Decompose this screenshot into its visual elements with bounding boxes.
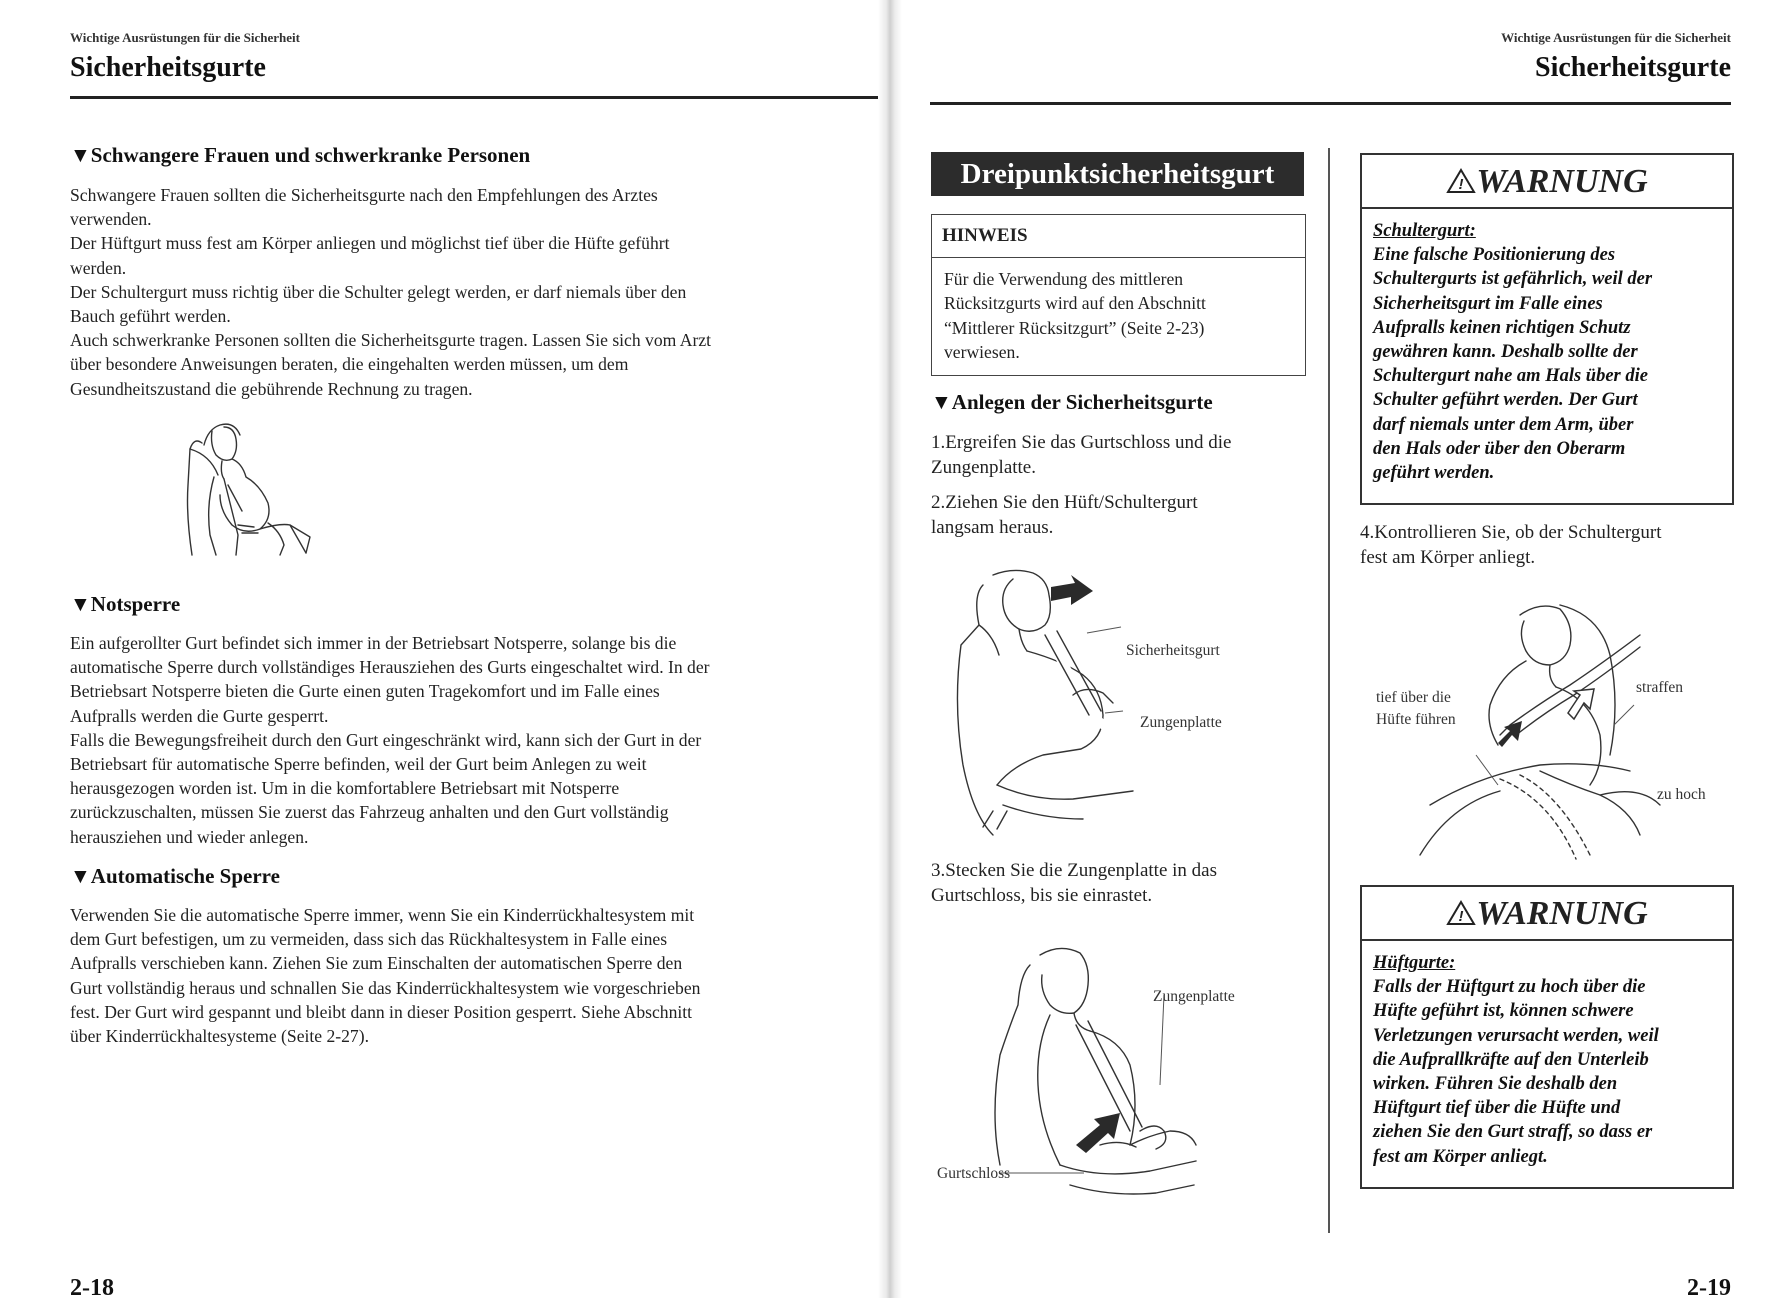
section-heading-auto-lock: ▼Automatische Sperre	[70, 864, 280, 888]
running-head: Wichtige Ausrüstungen für die Sicherheit	[1501, 30, 1731, 45]
step-text: Stecken Sie die Zungenplatte in das	[945, 860, 1217, 881]
right-page	[885, 0, 1771, 1301]
pregnant-woman-illustration	[180, 415, 330, 565]
warning-subtitle: Schultergurt:	[1373, 221, 1476, 241]
text-line: ziehen Sie den Gurt straff, so dass er	[1373, 1122, 1653, 1143]
section-banner: Dreipunktsicherheitsgurt	[931, 152, 1304, 196]
warning-body	[1362, 209, 1732, 497]
hinweis-text	[932, 258, 1305, 374]
text-line: Falls die Bewegungsfreiheit durch den Gurt eingeschränkt wird, kann sich der Gurt in der	[70, 729, 702, 750]
text-line: Gurt vollständig heraus und schnallen Sie das Kinderrückhaltesystem wie vorgeschrieben	[70, 977, 701, 998]
text-line: automatische Sperre durch vollständiges Herausziehen des Gurts eingeschaltet wird. In der	[70, 657, 710, 678]
step-text: Ziehen Sie den Hüft/Schultergurt	[945, 492, 1198, 513]
step-number: 1.	[931, 432, 946, 453]
text-line: die Aufprallkräfte auf den Unterleib	[1373, 1049, 1649, 1070]
text-line: Falls der Hüftgurt zu hoch über die	[1373, 977, 1646, 998]
step-number: 3.	[931, 860, 946, 881]
title-rule	[930, 102, 1731, 105]
warning-header	[1362, 155, 1732, 209]
text-line: geführt werden.	[1373, 463, 1495, 484]
text-line: Sicherheitsgurt im Falle eines	[1373, 293, 1603, 314]
label-tongue-plate: Zungenplatte	[1140, 714, 1222, 731]
text-line: Bauch geführt werden.	[70, 306, 231, 327]
text-line: Auch schwerkranke Personen sollten die Sicherheitsgurte tragen. Lassen Sie sich vom Arzt	[70, 330, 712, 351]
step-number: 4.	[1360, 522, 1375, 543]
label-low-hip-1: tief über die	[1376, 689, 1451, 706]
page-title: Sicherheitsgurte	[1535, 52, 1731, 83]
text-line: werden.	[70, 257, 127, 278]
text-line: Der Hüftgurt muss fest am Körper anliegen und möglichst tief über die Hüfte geführt	[70, 233, 670, 254]
warning-body	[1362, 941, 1732, 1181]
text-line: dem Gurt befestigen, um zu vermeiden, dass sich das Rückhaltesystem in Falle eines	[70, 929, 668, 950]
text-line: Verwenden Sie die automatische Sperre immer, wenn Sie ein Kinderrückhaltesystem mit	[70, 905, 695, 925]
text-line: herausziehen und wieder anlegen.	[70, 826, 309, 847]
text-line: Für die Verwendung des mittleren	[944, 269, 1184, 289]
column-divider	[1328, 148, 1330, 1233]
text-line: Gesundheitszustand die gebührende Rechnung zu tragen.	[70, 378, 473, 399]
step-text: Zungenplatte.	[931, 457, 1036, 478]
running-head: Wichtige Ausrüstungen für die Sicherheit	[70, 30, 300, 45]
label-tongue-plate-2: Zungenplatte	[1153, 988, 1235, 1005]
warning-header	[1362, 887, 1732, 941]
text-line: über Kinderrückhaltesysteme (Seite 2-27).	[70, 1026, 369, 1047]
text-line: Betriebsart Notsperre bieten die Gurte einen guten Tragekomfort und im Falle eines	[70, 681, 660, 702]
text-line: Schultergurt nahe am Hals über die	[1373, 366, 1648, 387]
text-line: Verletzungen verursacht werden, weil	[1373, 1025, 1659, 1046]
text-line: Hüfte geführt ist, können schwere	[1373, 1001, 1634, 1022]
page-number: 2-18	[70, 1275, 114, 1301]
pull-belt-illustration	[953, 565, 1143, 840]
text-line: verwiesen.	[944, 342, 1020, 363]
step-text: Kontrollieren Sie, ob der Schultergurt	[1374, 522, 1662, 543]
text-line: Aufpralls keinen richtigen Schutz	[1373, 317, 1631, 338]
check-belt-illustration	[1390, 595, 1690, 865]
text-line: Eine falsche Positionierung des	[1373, 245, 1616, 266]
text-line: den Hals oder über den Oberarm	[1373, 438, 1626, 459]
text-line: Hüftgurt tief über die Hüfte und	[1373, 1098, 1621, 1119]
section-body-emergency-lock	[70, 631, 880, 849]
label-belt: Sicherheitsgurt	[1126, 642, 1220, 659]
warning-shoulder-belt	[1360, 153, 1734, 505]
section-body-auto-lock	[70, 903, 880, 1048]
svg-text:!: !	[1458, 176, 1464, 193]
text-line: gewähren kann. Deshalb sollte der	[1373, 342, 1638, 363]
left-page	[0, 0, 885, 1301]
text-line: wirken. Führen Sie deshalb den	[1373, 1074, 1618, 1095]
text-line: verwenden.	[70, 209, 152, 230]
text-line: herausgezogen worden ist. Um in die komfortablere Betriebsart mit Notsperre	[70, 778, 620, 799]
warning-triangle-icon	[1446, 168, 1476, 194]
page-title: Sicherheitsgurte	[70, 52, 266, 83]
insert-tongue-illustration	[980, 935, 1200, 1205]
text-line: Schultergurts ist gefährlich, weil der	[1373, 269, 1653, 290]
text-line: Ein aufgerollter Gurt befindet sich immer in der Betriebsart Notsperre, solange bis die	[70, 633, 677, 653]
section-heading-emergency-lock: ▼Notsperre	[70, 592, 181, 616]
label-buckle: Gurtschloss	[937, 1165, 1011, 1182]
text-line: fest. Der Gurt wird gespannt und bleibt dann in dieser Position gesperrt. Siehe Abschnitt	[70, 1001, 693, 1022]
text-line: darf niemals unter dem Arm, über	[1373, 414, 1634, 435]
title-rule	[70, 96, 878, 99]
text-line: “Mittlerer Rücksitzgurt” (Seite 2-23)	[944, 317, 1205, 338]
text-line: Rücksitzgurts wird auf den Abschnitt	[944, 293, 1206, 314]
page-number: 2-19	[1687, 1275, 1731, 1301]
text-line: Schwangere Frauen sollten die Sicherheitsgurte nach den Empfehlungen des Arztes	[70, 185, 658, 205]
step-text: Gurtschloss, bis sie einrastet.	[931, 885, 1153, 906]
step-number: 2.	[931, 492, 946, 513]
hinweis-heading: HINWEIS	[932, 215, 1305, 258]
hinweis-box	[931, 214, 1306, 376]
step-text: Ergreifen Sie das Gurtschloss und die	[945, 432, 1232, 453]
warning-title: WARNUNG	[1476, 895, 1648, 932]
text-line: über besondere Anweisungen beraten, die eingehalten werden müssen, um dem	[70, 354, 629, 375]
text-line: Der Schultergurt muss richtig über die Schulter gelegt werden, er darf niemals über den	[70, 281, 687, 302]
warning-triangle-icon	[1446, 900, 1476, 926]
label-low-hip-2: Hüfte führen	[1376, 711, 1456, 728]
section-heading-pregnant: ▼Schwangere Frauen und schwerkranke Personen	[70, 143, 531, 167]
text-line: fest am Körper anliegt.	[1373, 1146, 1548, 1167]
text-line: Aufpralls werden die Gurte gesperrt.	[70, 705, 329, 726]
warning-lap-belt	[1360, 885, 1734, 1189]
step-4	[1360, 520, 1740, 570]
step-3	[931, 858, 1311, 908]
text-line: Betriebsart für automatische Sperre befinden, weil der Gurt beim Anlegen zu weit	[70, 754, 647, 775]
section-heading-fastening: ▼Anlegen der Sicherheitsgurte	[931, 390, 1213, 414]
label-tighten: straffen	[1636, 679, 1684, 696]
text-line: Schulter geführt werden. Der Gurt	[1373, 390, 1638, 411]
step-text: langsam heraus.	[931, 517, 1054, 538]
text-line: Aufpralls verschieben kann. Ziehen Sie zum Einschalten der automatischen Sperre den	[70, 953, 683, 974]
warning-subtitle: Hüftgurte:	[1373, 953, 1456, 973]
step-1	[931, 430, 1311, 480]
warning-title: WARNUNG	[1476, 163, 1648, 200]
step-text: fest am Körper anliegt.	[1360, 547, 1536, 568]
svg-text:!: !	[1458, 908, 1464, 925]
label-too-high: zu hoch	[1657, 786, 1706, 803]
text-line: zurückzuschalten, müssen Sie zuerst das Fahrzeug anhalten und den Gurt vollständig	[70, 802, 669, 823]
section-body-pregnant	[70, 183, 880, 401]
step-2	[931, 490, 1311, 540]
